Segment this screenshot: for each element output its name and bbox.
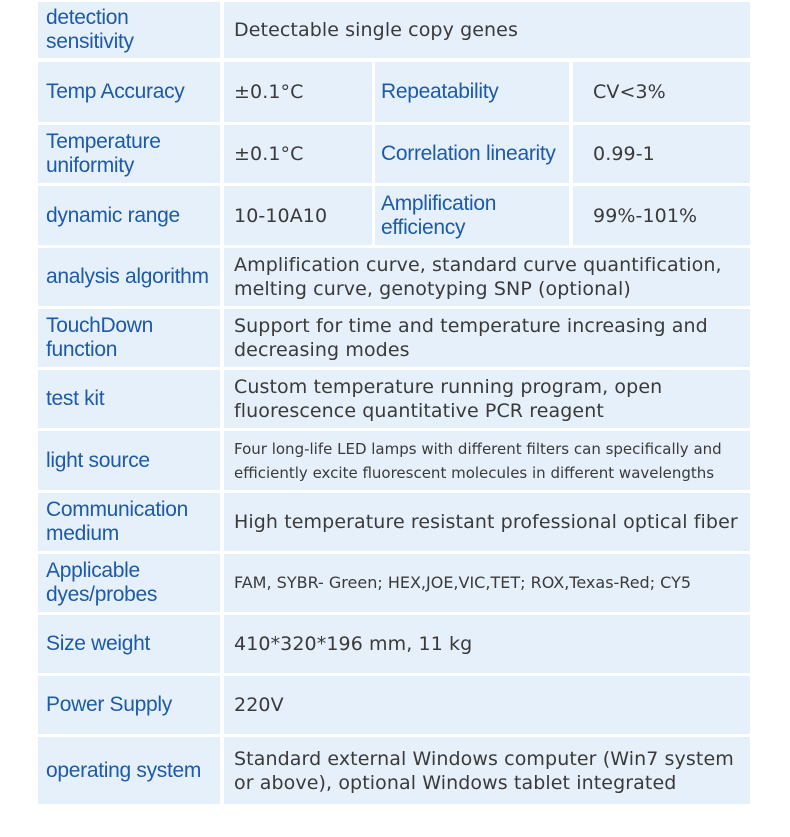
spec-value-secondary: CV<3% [573, 62, 750, 122]
spec-label-secondary: Repeatability [375, 62, 569, 122]
spec-label: analysis algorithm [38, 248, 220, 306]
spec-row-size-weight [38, 615, 750, 673]
spec-row-applicable-dyes [38, 554, 750, 612]
spec-value: 410*320*196 mm, 11 kg [224, 615, 750, 673]
spec-value: ±0.1°C [224, 125, 372, 183]
spec-value: Detectable single copy genes [224, 2, 750, 58]
spec-value: Custom temperature running program, open fluorescence quantitative PCR reagent [224, 370, 750, 428]
spec-label: detection sensitivity [38, 2, 220, 58]
spec-row-power-supply [38, 676, 750, 734]
spec-label: Applicable dyes/probes [38, 554, 220, 612]
spec-label: TouchDown function [38, 309, 220, 367]
spec-label: operating system [38, 737, 220, 804]
spec-label-secondary: Correlation linearity [375, 125, 569, 183]
spec-value: FAM, SYBR- Green; HEX,JOE,VIC,TET; ROX,Texas-Red; CY5 [224, 554, 750, 612]
spec-value-secondary: 0.99-1 [573, 125, 750, 183]
spec-row-test-kit [38, 370, 750, 428]
spec-row-dynamic-range [38, 186, 750, 245]
spec-value: Amplification curve, standard curve quantification, melting curve, genotyping SNP (optional) [224, 248, 750, 306]
spec-label: Size weight [38, 615, 220, 673]
spec-row-touchdown-function [38, 309, 750, 367]
spec-value: 220V [224, 676, 750, 734]
spec-label: Communication medium [38, 493, 220, 551]
spec-row-communication-medium [38, 493, 750, 551]
spec-label: test kit [38, 370, 220, 428]
spec-row-light-source [38, 431, 750, 490]
spec-label: Temperature uniformity [38, 125, 220, 183]
spec-label: Power Supply [38, 676, 220, 734]
spec-value-secondary: 99%-101% [573, 186, 750, 245]
spec-label: light source [38, 431, 220, 490]
spec-value: Standard external Windows computer (Win7 system or above), optional Windows tablet integrated [224, 737, 750, 804]
spec-label: Temp Accuracy [38, 62, 220, 122]
spec-value: ±0.1°C [224, 62, 372, 122]
spec-row-operating-system [38, 737, 750, 804]
spec-value: 10-10A10 [224, 186, 372, 245]
spec-label-secondary: Amplification efficiency [375, 186, 569, 245]
spec-label: dynamic range [38, 186, 220, 245]
spec-value: Four long-life LED lamps with different filters can specifically and efficiently excite fluorescent molecules in different wavelengths [224, 431, 750, 490]
spec-row-analysis-algorithm [38, 248, 750, 306]
spec-row-temperature-uniformity [38, 125, 750, 183]
spec-row-detection-sensitivity [38, 2, 750, 58]
spec-row-temp-accuracy [38, 62, 750, 122]
spec-value: High temperature resistant professional optical fiber [224, 493, 750, 551]
spec-value: Support for time and temperature increasing and decreasing modes [224, 309, 750, 367]
